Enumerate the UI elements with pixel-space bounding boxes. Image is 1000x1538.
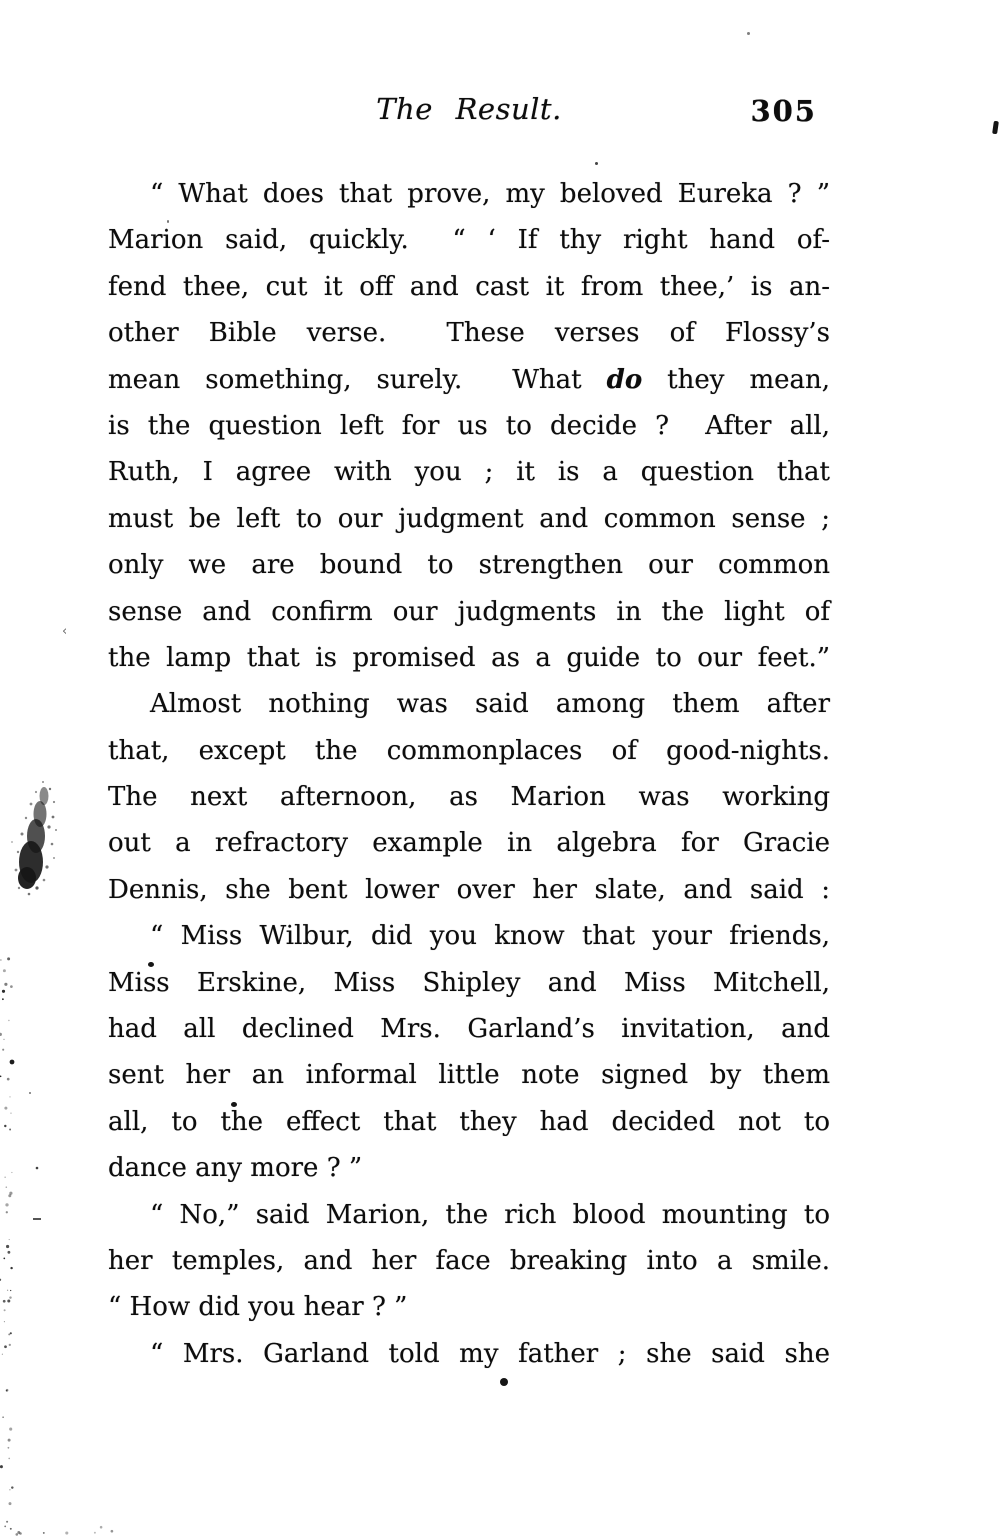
speckle [4, 1309, 6, 1311]
speckle [111, 1530, 114, 1533]
text-segment: only we are bound to strengthen our common [108, 550, 830, 581]
speckle [9, 1502, 12, 1505]
text-line [108, 774, 830, 820]
text-line [108, 681, 830, 727]
text-line [108, 357, 830, 403]
text-line [108, 1284, 830, 1330]
text-segment: is the question left for us to decide ? After all, [108, 410, 830, 441]
speckle [15, 1533, 18, 1536]
speckle [11, 1172, 12, 1173]
speckle [10, 1290, 11, 1291]
edge-speckle-noise [0, 930, 120, 1538]
speckle [2, 1354, 3, 1355]
speckle [100, 1526, 103, 1529]
speckle [0, 1075, 1, 1077]
speckle [7, 957, 10, 960]
speckle [4, 983, 7, 986]
text-line [108, 728, 830, 774]
text-line [108, 913, 830, 959]
text-line [108, 542, 830, 588]
text-segment: her temples, and her face breaking into a smile. [108, 1245, 830, 1276]
speckle [0, 1465, 3, 1468]
speckle [8, 1194, 11, 1197]
speckle [3, 1039, 4, 1040]
speckle [4, 1125, 6, 1127]
speckle [7, 1299, 10, 1302]
text-segment: Ruth, I agree with you ; it is a question that [108, 457, 830, 488]
speckle [6, 1390, 8, 1392]
text-line [108, 1052, 830, 1098]
speckle [0, 1033, 2, 1036]
speckle [10, 1267, 12, 1269]
text-segment: that, except the commonplaces of good-nights. [108, 735, 830, 766]
speckle [3, 969, 6, 972]
text-line [108, 310, 830, 356]
text-segment: all, to the effect that they had decided not to [108, 1106, 830, 1137]
text-segment: “ What does that prove, my beloved Eureka ? ” [150, 179, 830, 209]
speckle [9, 1239, 10, 1240]
speckle [7, 1447, 9, 1449]
text-segment: “ How did you hear ? ” [108, 1292, 408, 1323]
text-segment: “ Mrs. Garland told my father ; she said she [150, 1338, 830, 1369]
page-header [108, 92, 830, 136]
text-segment: Almost nothing was said among them after [150, 689, 830, 720]
stray-mark: ‹ [62, 624, 68, 639]
speckle [4, 1321, 5, 1322]
text-line [108, 403, 830, 449]
page-number: 305 [750, 94, 817, 128]
speckle [94, 1532, 96, 1534]
text-segment: other Bible verse. These verses of Flossy’s [108, 318, 830, 349]
speckle [11, 1486, 13, 1488]
text-segment: fend thee, cut it off and cast it from thee,’ is an- [108, 271, 830, 302]
paragraph [108, 1331, 830, 1377]
text-line [108, 1192, 830, 1238]
speckle [10, 1060, 15, 1065]
stray-mark [33, 1218, 41, 1220]
text-line [108, 449, 830, 495]
speckle [0, 1279, 1, 1281]
speckle [7, 1251, 10, 1254]
paragraph [108, 171, 830, 681]
speckle [4, 1345, 7, 1348]
stray-dot [500, 1378, 508, 1386]
speckle [36, 1167, 39, 1170]
speckle [8, 1333, 10, 1335]
speckle [7, 1078, 10, 1081]
text-segment: the lamp that is promised as a guide to our feet.” [108, 642, 830, 673]
text-line [108, 820, 830, 866]
speckle [6, 1389, 9, 1392]
speckle [2, 990, 5, 993]
speckle [5, 1203, 8, 1206]
ink-blot-smudge [10, 772, 62, 902]
paragraph [108, 1192, 830, 1331]
text-line [108, 264, 830, 310]
text-line [108, 217, 830, 263]
speckle [2, 1416, 4, 1418]
text-segment: must be left to our judgment and common sense ; [108, 503, 830, 534]
text-line [108, 1145, 830, 1191]
text-segment: had all declined Mrs. Garland’s invitation, and [108, 1014, 830, 1045]
speckle [10, 1332, 12, 1334]
speckle [6, 1245, 9, 1248]
stray-dot [747, 32, 750, 35]
text-segment: sent her an informal little note signed by them [108, 1060, 830, 1091]
speckle [6, 1211, 8, 1213]
speckle [9, 1192, 12, 1195]
text-segment: mean something, surely. What [108, 364, 607, 395]
emphasized-word: do [606, 364, 643, 395]
text-segment: sense and confirm our judgments in the light of [108, 596, 830, 627]
running-title: The Result. [376, 92, 562, 126]
speckle [7, 1290, 8, 1291]
text-segment: dance any more ? ” [108, 1153, 363, 1184]
text-line [108, 496, 830, 542]
text-line [108, 635, 830, 681]
speckle [9, 1428, 12, 1431]
text-segment: Marion said, quickly. “ ‘ If thy right hand of- [108, 225, 830, 256]
paragraph [108, 913, 830, 1191]
speckle [43, 1532, 45, 1534]
speckle [10, 1528, 12, 1530]
speckle [17, 1531, 20, 1534]
stray-dot [595, 162, 598, 165]
speckle [10, 1113, 11, 1114]
text-segment: Miss Erskine, Miss Shipley and Miss Mitchell, [108, 967, 830, 998]
speckle [8, 1439, 11, 1442]
speckle [3, 1258, 5, 1260]
speckle [3, 1300, 6, 1303]
speckle [5, 1177, 6, 1178]
text-block [108, 171, 830, 1377]
text-line [108, 1099, 830, 1145]
text-segment: Dennis, she bent lower over her slate, and said : [108, 874, 830, 905]
text-line [108, 171, 830, 217]
speckle [2, 998, 4, 1000]
speckle [9, 1296, 11, 1298]
speckle [2, 1049, 4, 1051]
paragraph [108, 681, 830, 913]
speckle [9, 1344, 11, 1346]
speckle [0, 959, 1, 960]
text-segment: they mean, [642, 364, 830, 395]
text-line [108, 1006, 830, 1052]
text-line [108, 960, 830, 1006]
text-segment: The next afternoon, as Marion was working [108, 782, 830, 813]
stray-mark [992, 121, 999, 135]
speckle [4, 1526, 6, 1528]
text-line [108, 867, 830, 913]
text-segment: “ Miss Wilbur, did you know that your friends, [150, 921, 830, 952]
speckle [6, 1186, 8, 1188]
text-line [108, 1331, 830, 1377]
text-segment: “ No,” said Marion, the rich blood mounting to [150, 1199, 830, 1230]
speckle [19, 1532, 22, 1535]
speckle [8, 1458, 10, 1460]
speckle [8, 1020, 9, 1021]
text-line [108, 589, 830, 635]
speckle [65, 1531, 68, 1534]
speckle [29, 1092, 31, 1094]
text-segment: out a refractory example in algebra for Gracie [108, 828, 830, 859]
speckle [9, 1096, 10, 1097]
speckle [9, 1129, 11, 1131]
speckle [4, 1107, 7, 1110]
speckle [10, 985, 13, 988]
speckle [6, 1521, 8, 1523]
text-line [108, 1238, 830, 1284]
speckle [9, 1489, 10, 1490]
